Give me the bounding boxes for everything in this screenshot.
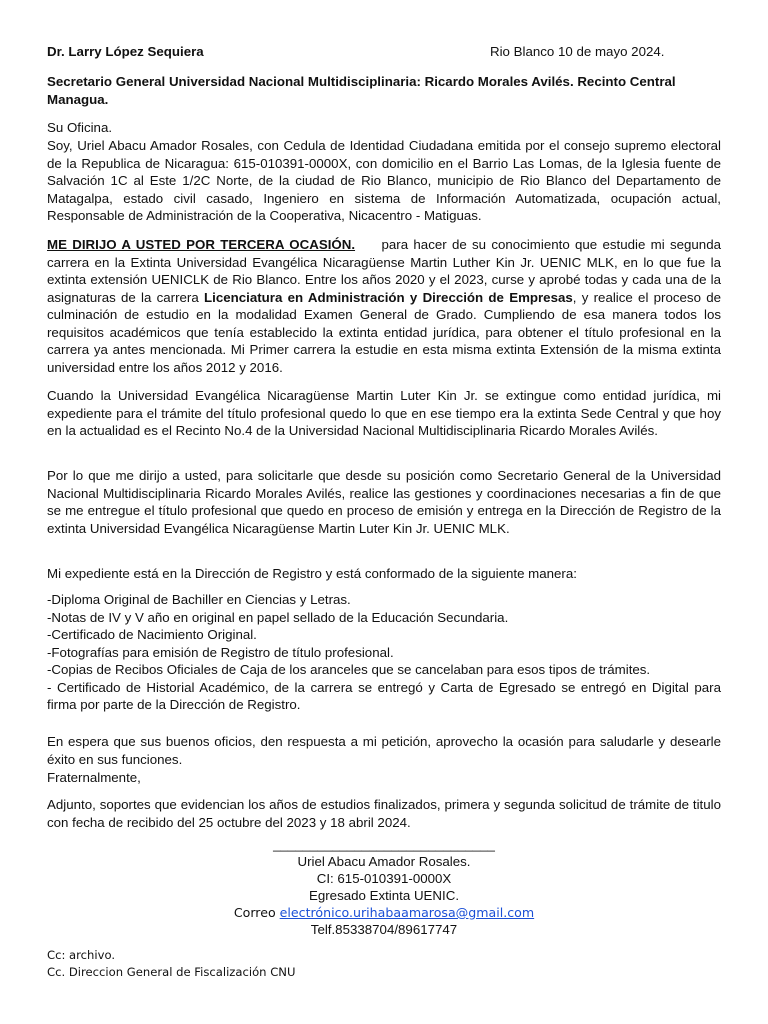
intro-paragraph: Soy, Uriel Abacu Amador Rosales, con Cedula de Identidad Ciudadana emitida por el consejo supremo electoral de la Republica de Nicaragua: 615-010391-0000X, con domicilio en el Barrio Las Lomas, de la Iglesia fuente de Salvación 1C al Este 1/2C Norte, de la ciudad de Rio Blanco, municipio de Rio Blanco del Departamento de Matagalpa, estado civil casado, Ingeniero en sistema de Información Automatizada, ocupación actual, Responsable de Administración de la Cooperativa, Nicacentro - Matiguas.	[47, 138, 721, 223]
documents-list	[47, 591, 721, 714]
paragraph-request-context	[47, 236, 721, 376]
list-item: -Certificado de Nacimiento Original.	[47, 627, 257, 642]
recipient: Secretario General Universidad Nacional Multidisciplinaria: Ricardo Morales Avilés. Recinto Central Managua.	[47, 74, 676, 107]
signer-phone: Telf.85338704/89617747	[310, 922, 458, 937]
degree-name: Licenciatura en Administración y Dirección de Empresas	[204, 289, 573, 305]
cc-archive: Cc: archivo.	[47, 948, 116, 962]
list-item: -Copias de Recibos Oficiales de Caja de los aranceles que se cancelaban para esos tipos de trámites.	[47, 662, 651, 677]
paragraph-dossier-location: Cuando la Universidad Evangélica Nicaragüense Martin Luter Kin Jr. se extingue como entidad jurídica, mi expediente para el trámite del título profesional quedo lo que en ese tiempo era la extinta Sede Central y que hoy en la actualidad es el Recinto No.4 de la Universidad Nacional Multidisciplinaria Ricardo Morales Avilés.	[47, 388, 721, 438]
sender-name: Dr. Larry López Sequiera	[47, 44, 204, 59]
list-item: -Fotografías para emisión de Registro de título profesional.	[47, 644, 394, 660]
farewell: Fraternalmente,	[47, 770, 141, 785]
attachments-paragraph: Adjunto, soportes que evidencian los años de estudios finalizados, primera y segunda solicitud de trámite de titulo con fecha de recibido del 25 octubre del 2023 y 18 abril 2024.	[47, 797, 721, 830]
email-line	[184, 904, 584, 921]
signer-name: Uriel Abacu Amador Rosales.	[297, 854, 471, 869]
greeting: Su Oficina.	[47, 120, 113, 135]
closing-paragraph: En espera que sus buenos oficios, den respuesta a mi petición, aprovecho la ocasión para saludarle y desearle éxito en sus funciones.	[47, 734, 721, 767]
place-date: Rio Blanco 10 de mayo 2024.	[490, 44, 665, 59]
email-label: Correo	[233, 905, 276, 920]
signer-title: Egresado Extinta UENIC.	[308, 888, 460, 903]
signature-line: ______________________________	[273, 837, 495, 852]
paragraph-text: para hacer de su conocimiento que estudie mi segunda carrera en la Extinta Universidad Evangélica Nicaragüense Martin Luther Kin Jr. UENIC MLK, en lo que fue la extinta extensión UENICLK de Rio Blanco. Entre los años 2020 y el 2023, curse y aprobé todas y cada una de la asignaturas de la carrera	[47, 237, 721, 305]
list-item: -Notas de IV y V año en original en papel sellado de la Educación Secundaria.	[47, 609, 509, 625]
signer-id: CI: 615-010391-0000X	[316, 871, 452, 886]
email-link[interactable]: electrónico.urihabaamarosa@gmail.com	[279, 905, 535, 920]
paragraph-request: Por lo que me dirijo a usted, para solicitarle que desde su posición como Secretario General de la Universidad Nacional Multidisciplinaria Ricardo Morales Avilés, realice las gestiones y coordinaciones necesarias a fin de que se me entregue el título profesional que quedo en proceso de emisión y entrega en la Dirección de Registro de la extinta Universidad Evangélica Nicaragüense Martin Luter Kin Jr. UENIC MLK.	[47, 468, 721, 536]
cc-fiscalizacion: Cc. Direccion General de Fiscalización CNU	[47, 965, 296, 979]
paragraph-dossier-intro: Mi expediente está en la Dirección de Registro y está conformado de la siguiente manera:	[47, 566, 577, 581]
list-item: -Diploma Original de Bachiller en Ciencias y Letras.	[47, 592, 351, 607]
emphasis-third-time: ME DIRIJO A USTED POR TERCERA OCASIÓN.	[47, 237, 356, 252]
letter-header	[47, 43, 723, 61]
signature-block	[184, 836, 584, 938]
paragraph-text: , y realice el proceso de culminación de estudio en la modalidad Examen General de Grado. Cumpliendo de esa manera todos los requisitos académicos que tenía establecido la extinta entidad jurídica, para obtener el título profesional en la carrera ya antes mencionada. Mi Primer carrera la estudie en esta misma extinta Extensión de la misma extinta universidad entre los años 2012 y 2016.	[47, 289, 722, 375]
list-item: - Certificado de Historial Académico, de la carrera se entregó y Carta de Egresado se entregó en Digital para firma por parte de la Dirección de Registro.	[47, 679, 721, 712]
